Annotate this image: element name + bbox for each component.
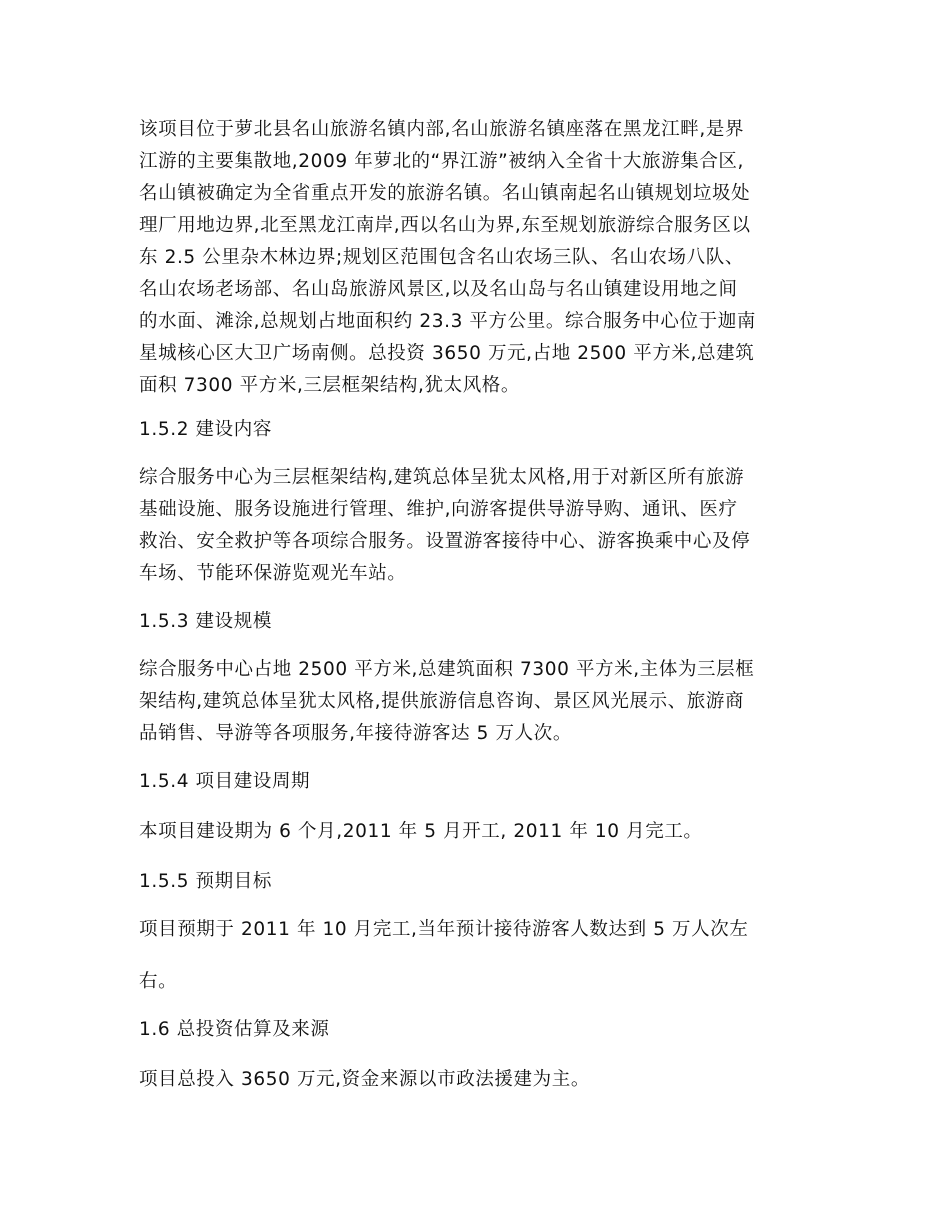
paragraph-line: 星城核心区大卫广场南侧。总投资 3650 万元,占地 2500 平方米,总建筑 xyxy=(139,343,755,364)
paragraph-line: 救治、安全救护等各项综合服务。设置游客接待中心、游客换乘中心及停 xyxy=(139,531,751,552)
paragraph-line: 名山农场老场部、名山岛旅游风景区,以及名山岛与名山镇建设用地之间 xyxy=(139,279,738,300)
paragraph-line: 架结构,建筑总体呈犹太风格,提供旅游信息咨询、景区风光展示、旅游商 xyxy=(139,691,745,712)
paragraph-line: 名山镇被确定为全省重点开发的旅游名镇。名山镇南起名山镇规划垃圾处 xyxy=(139,183,751,204)
paragraph-line: 项目总投入 3650 万元,资金来源以市政法援建为主。 xyxy=(139,1069,590,1090)
paragraph-line: 项目预期于 2011 年 10 月完工,当年预计接待游客人数达到 5 万人次左 xyxy=(139,919,749,940)
paragraph-line: 基础设施、服务设施进行管理、维护,向游客提供导游导购、通讯、医疗 xyxy=(139,499,738,520)
paragraph-line: 该项目位于萝北县名山旅游名镇内部,名山旅游名镇座落在黑龙江畔,是界 xyxy=(139,119,745,140)
paragraph-line: 本项目建设期为 6 个月,2011 年 5 月开工, 2011 年 10 月完工。 xyxy=(139,821,703,842)
paragraph-line: 江游的主要集散地,2009 年萝北的“界江游”被纳入全省十大旅游集合区, xyxy=(139,151,744,172)
paragraph-line: 东 2.5 公里杂木林边界;规划区范围包含名山农场三队、名山农场八队、 xyxy=(139,247,744,268)
paragraph-line: 面积 7300 平方米,三层框架结构,犹太风格。 xyxy=(139,375,521,396)
section-heading: 1.5.4 项目建设周期 xyxy=(139,771,311,792)
paragraph-line: 品销售、导游等各项服务,年接待游客达 5 万人次。 xyxy=(139,723,572,744)
paragraph-line: 综合服务中心为三层框架结构,建筑总体呈犹太风格,用于对新区所有旅游 xyxy=(139,467,745,488)
section-heading: 1.5.2 建设内容 xyxy=(139,419,272,440)
section-heading: 1.5.5 预期目标 xyxy=(139,871,272,892)
paragraph-line: 右。 xyxy=(139,971,178,992)
paragraph-line: 综合服务中心占地 2500 平方米,总建筑面积 7300 平方米,主体为三层框 xyxy=(139,659,755,680)
section-heading: 1.5.3 建设规模 xyxy=(139,611,272,632)
paragraph-line: 的水面、滩涂,总规划占地面积约 23.3 平方公里。综合服务中心位于迦南 xyxy=(139,311,756,332)
section-heading: 1.6 总投资估算及来源 xyxy=(139,1019,330,1040)
paragraph-line: 理厂用地边界,北至黑龙江南岸,西以名山为界,东至规划旅游综合服务区以 xyxy=(139,215,751,236)
paragraph-line: 车场、节能环保游览观光车站。 xyxy=(139,563,407,584)
